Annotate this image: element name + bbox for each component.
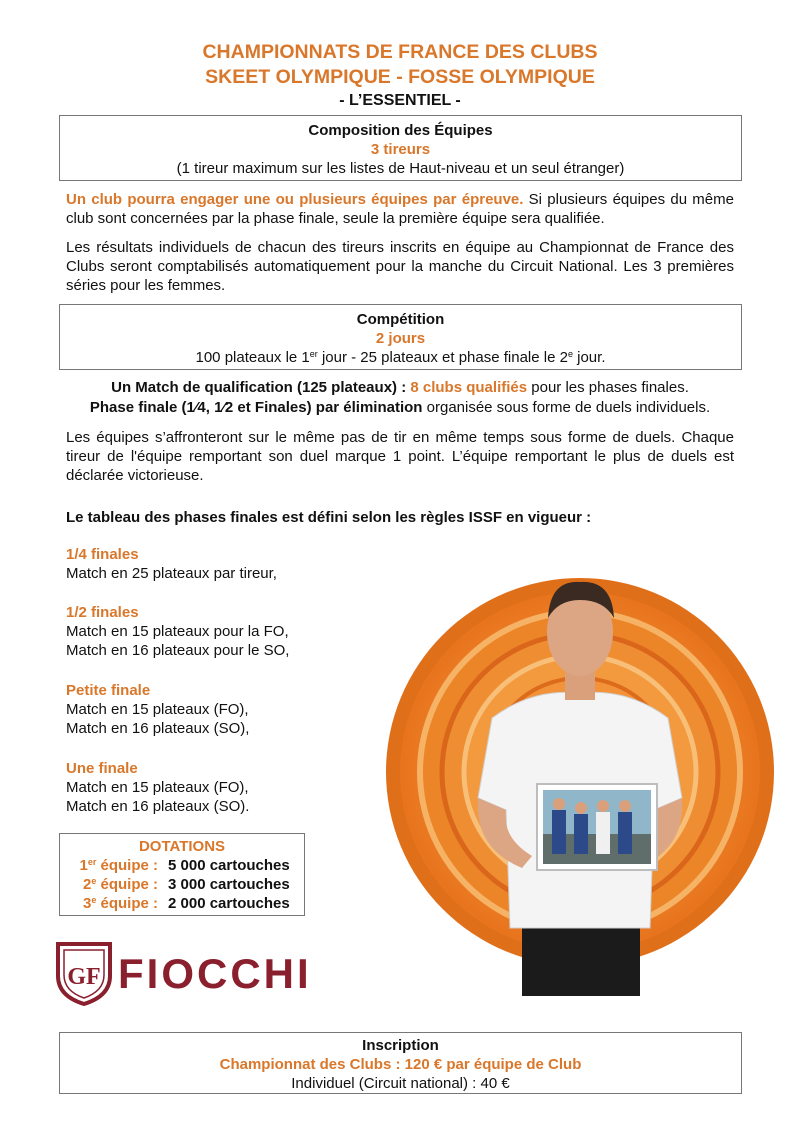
dotation-value-3: 2 000 cartouches <box>168 895 290 912</box>
phase-finale-line-1: Match en 15 plateaux (FO), <box>66 779 249 796</box>
competition-detail-sup2: e <box>567 349 573 359</box>
inscription-box <box>59 1032 742 1094</box>
paragraph-teams-rest: Si plusieurs équipes du même club sont concernées par la phase finale, seule la première équipe sera qualifiée. <box>66 191 734 227</box>
competition-detail-b: jour - 25 plateaux et phase finale le 2 <box>317 349 568 366</box>
match-qual-highlight: 8 clubs qualifiés <box>410 379 528 396</box>
clay-target-illustration <box>382 548 778 996</box>
competition-detail <box>60 348 741 367</box>
phase-finale-line-2: Match en 16 plateaux (SO). <box>66 798 250 815</box>
match-qual-rest: pour les phases finales. <box>527 379 689 396</box>
phase-petite-line-1: Match en 15 plateaux (FO), <box>66 701 249 718</box>
phase-petite <box>66 681 249 738</box>
subtitle: - L’ESSENTIEL - <box>339 92 461 109</box>
dotation-value-1: 5 000 cartouches <box>168 857 290 874</box>
composition-note: (1 tireur maximum sur les listes de Haut-niveau et un seul étranger) <box>176 160 625 177</box>
dotation-rank-3: 3e équipe : <box>82 895 158 912</box>
competition-title: Compétition <box>356 311 445 328</box>
competition-box <box>59 304 742 370</box>
paragraph-duels: Les équipes s’affronteront sur le même pas de tir en même temps sous forme de duels. Chaque tireur de l'équipe remportant son duel marque 1 point. L’équipe remportant le plus de duels est déclarée victorieuse. <box>66 429 734 484</box>
title-line-1: CHAMPIONNATS DE FRANCE DES CLUBS <box>202 41 598 63</box>
phase-quarter <box>66 545 277 583</box>
phase-quarter-title: 1/4 finales <box>66 546 139 563</box>
competition-detail-c: jour. <box>572 349 606 366</box>
title-line-2: SKEET OLYMPIQUE - FOSSE OLYMPIQUE <box>205 66 595 88</box>
match-final-phase <box>0 398 800 417</box>
phase-semi-line-2: Match en 16 plateaux pour le SO, <box>66 642 290 659</box>
phase-semi-line-1: Match en 15 plateaux pour la FO, <box>66 623 289 640</box>
phase-semi <box>66 603 289 660</box>
fiocchi-wordmark: FIOCCHI <box>118 950 312 997</box>
phase-finale-title: Une finale <box>66 760 138 777</box>
paragraph-results: Les résultats individuels de chacun des tireurs inscrits en équipe au Championnat de France des Clubs seront comptabilisés automatiquement pour la manche du Circuit National. Les 3 premières séries pour les femmes. <box>66 239 734 294</box>
fiocchi-logo <box>54 940 324 1006</box>
dotation-row-1 <box>60 856 304 875</box>
paragraph-teams-lead: Un club pourra engager une ou plusieurs équipes par épreuve. <box>66 191 524 208</box>
match-qual-label: Un Match de qualification (125 plateaux) : <box>111 379 407 396</box>
dotation-value-2: 3 000 cartouches <box>168 876 290 893</box>
dotation-rank-1: 1er équipe : <box>79 857 158 874</box>
phase-finale <box>66 759 249 816</box>
fiocchi-monogram: GF <box>67 964 101 990</box>
fiocchi-shield-icon <box>54 940 114 1006</box>
clay-target-rings-icon <box>382 548 778 996</box>
dotations-box <box>59 833 305 916</box>
phase-semi-title: 1/2 finales <box>66 604 139 621</box>
competition-detail-a: 100 plateaux le 1 <box>195 349 310 366</box>
inscription-highlight: Championnat des Clubs : 120 € par équipe de Club <box>219 1056 582 1073</box>
match-final-rest: organisée sous forme de duels individuels. <box>422 399 711 416</box>
inscription-detail: Individuel (Circuit national) : 40 € <box>291 1075 510 1092</box>
dotations-title: DOTATIONS <box>138 838 226 855</box>
paragraph-teams <box>66 190 734 228</box>
dotation-rank-2: 2e équipe : <box>82 876 158 893</box>
match-final-label: Phase finale (1⁄4, 1⁄2 et Finales) par élimination <box>89 399 423 416</box>
match-qualification <box>0 378 800 397</box>
composition-title: Composition des Équipes <box>308 122 493 139</box>
tableau-title: Le tableau des phases finales est défini selon les règles ISSF en vigueur : <box>66 509 592 526</box>
composition-highlight: 3 tireurs <box>370 141 431 158</box>
composition-box <box>59 115 742 181</box>
inscription-title: Inscription <box>362 1037 439 1054</box>
dotation-row-3 <box>60 894 304 913</box>
phase-quarter-line: Match en 25 plateaux par tireur, <box>66 565 277 582</box>
phase-petite-title: Petite finale <box>66 682 151 699</box>
dotation-row-2 <box>60 875 304 894</box>
phase-petite-line-2: Match en 16 plateaux (SO), <box>66 720 250 737</box>
competition-detail-sup1: er <box>309 349 318 359</box>
competition-highlight: 2 jours <box>375 330 426 347</box>
